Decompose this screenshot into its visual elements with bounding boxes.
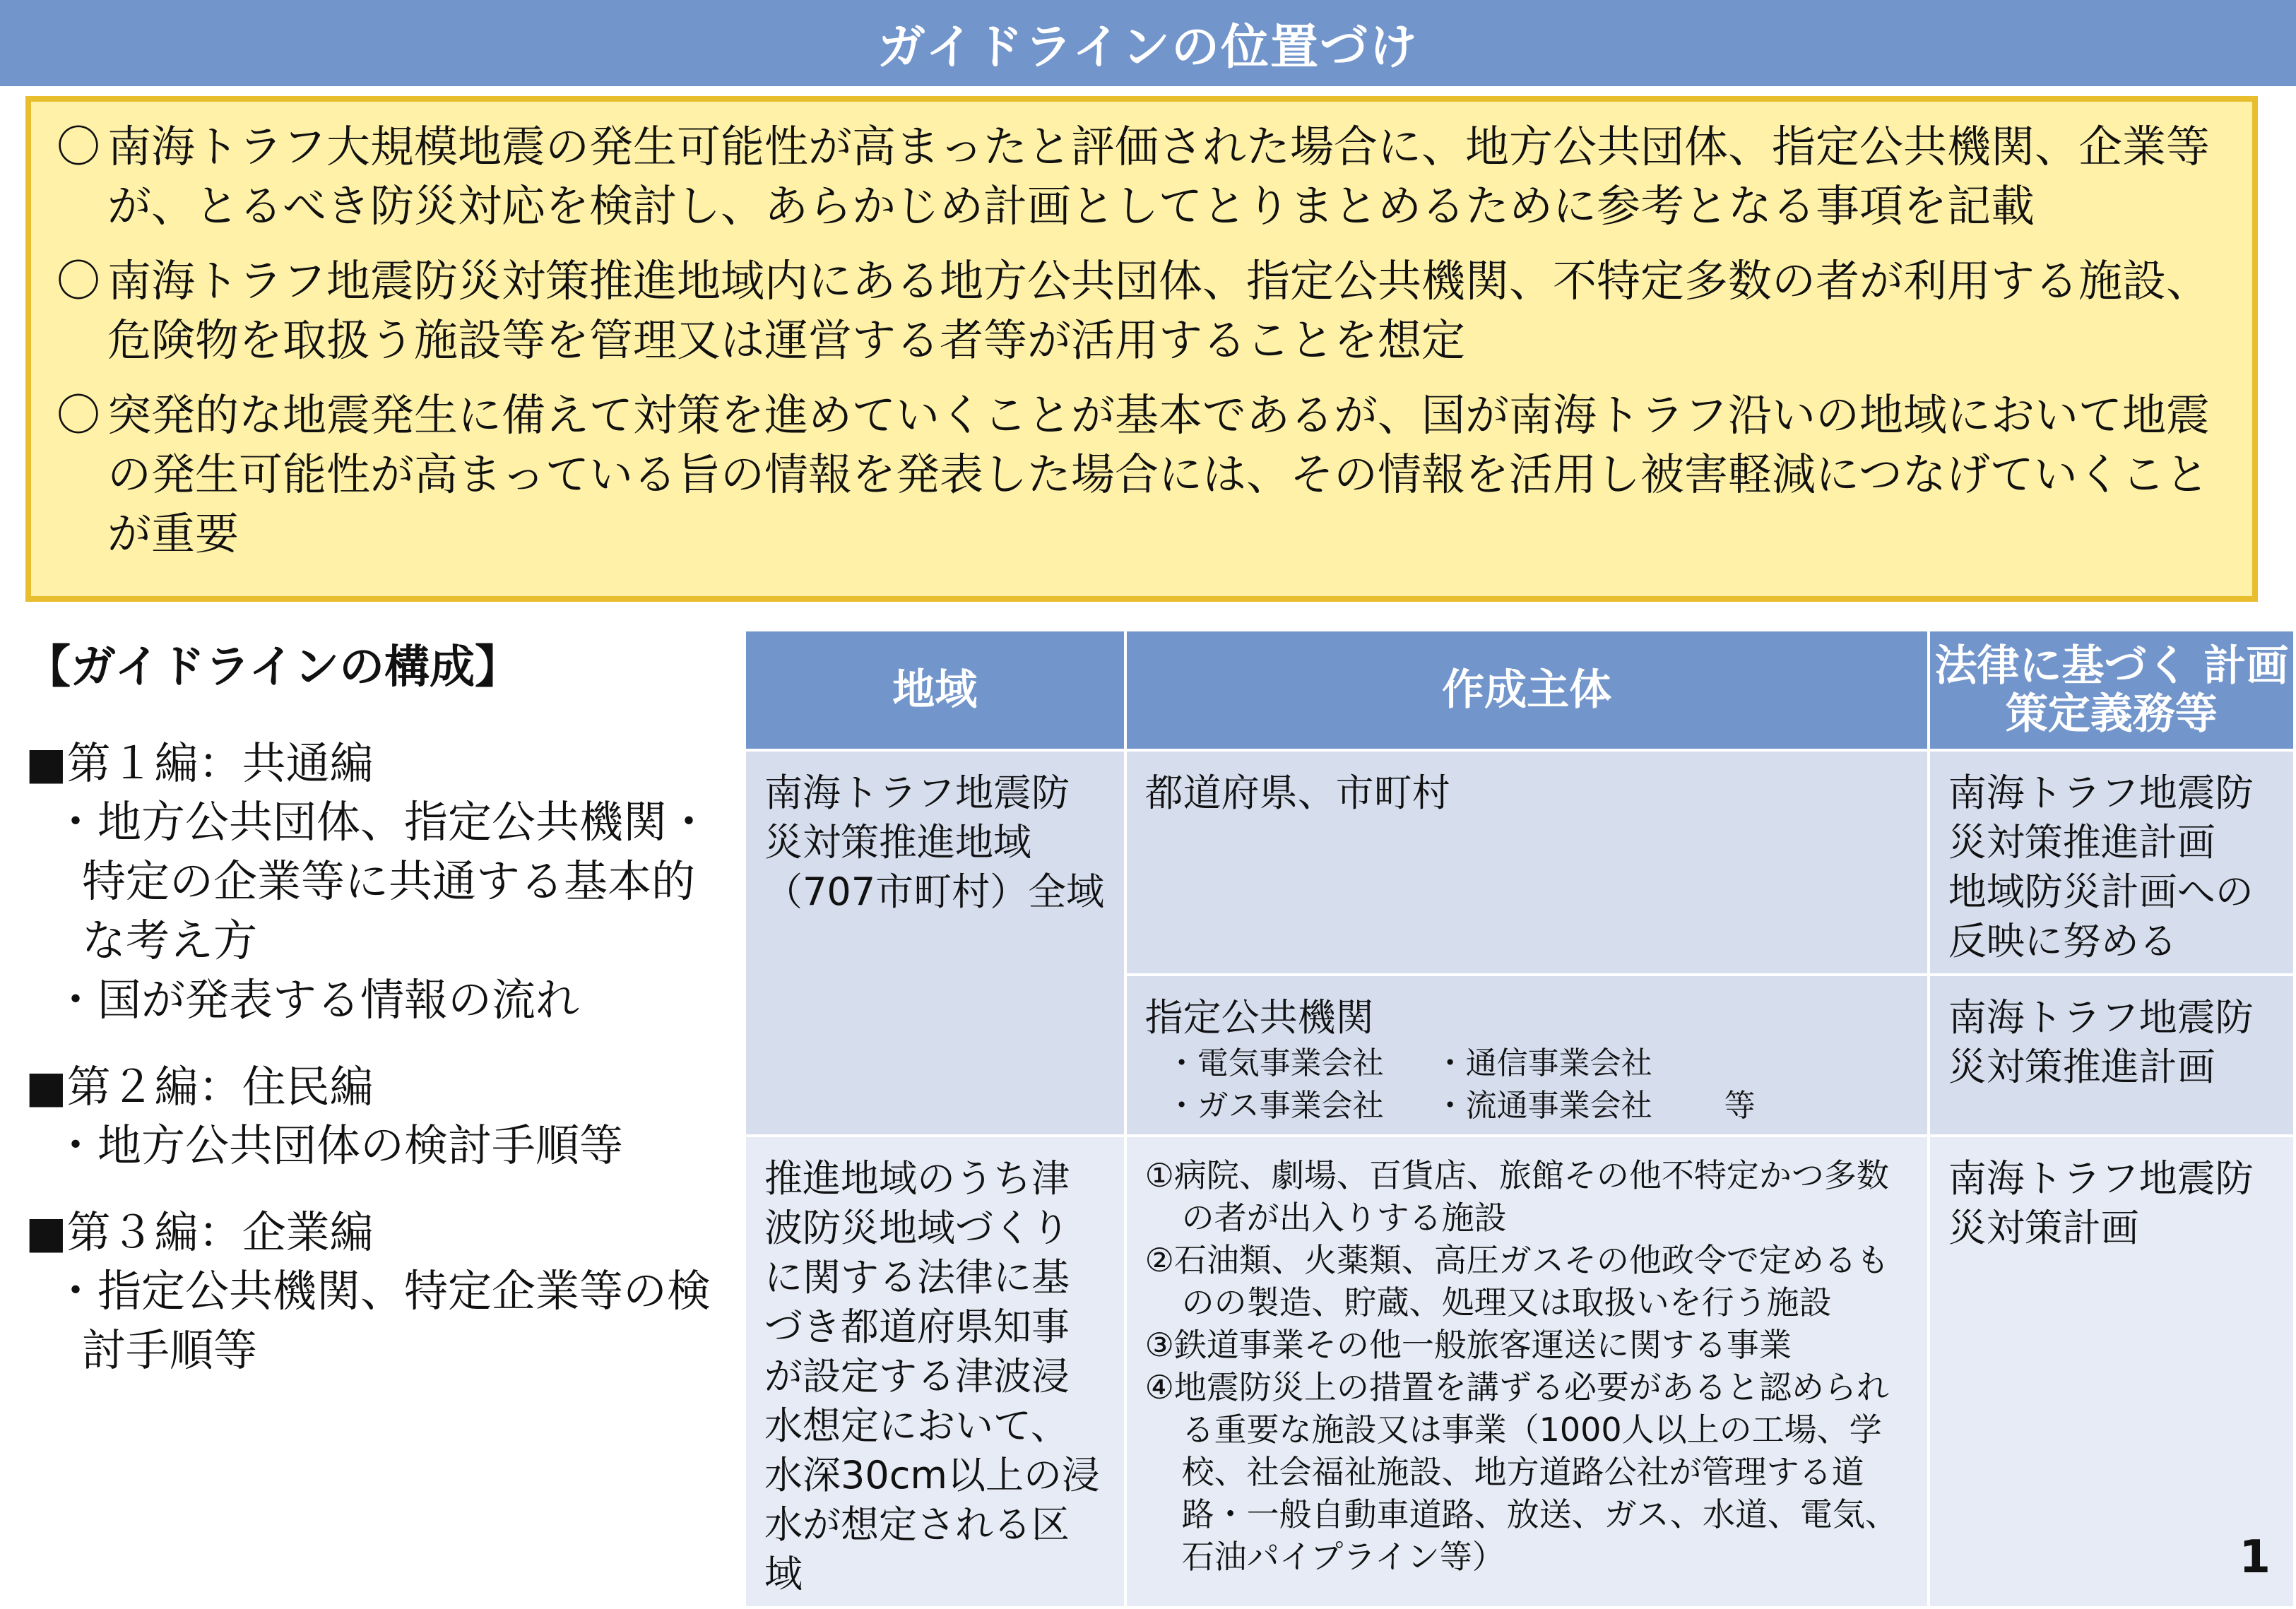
volume-detail: ・国が発表する情報の流れ (54, 974, 580, 1026)
region-cell-1: 南海トラフ地震防災対策推進地域（707市町村）全域 (745, 750, 1125, 1136)
summary-item (57, 386, 2224, 564)
entity-sublist (1145, 1043, 1909, 1085)
title-banner (0, 0, 2296, 86)
obligation-cell: 南海トラフ地震防災対策計画 (1929, 1136, 2295, 1608)
sub-item: ・通信事業会社 (1434, 1045, 1652, 1081)
obligation-text: 地域防災計画への反映に努める (1948, 869, 2254, 963)
summary-item (57, 117, 2224, 236)
volume-detail: ・地方公共団体、指定公共機関・特定の企業等に共通する基本的な考え方 (54, 796, 711, 966)
circle-bullet-icon: 〇 (57, 389, 101, 441)
volume-detail: ・地方公共団体の検討手順等 (54, 1120, 624, 1171)
volume-title: ■第１編：共通編 (25, 737, 374, 789)
circle-bullet-icon: 〇 (57, 121, 101, 172)
entity-title: 指定公共機関 (1144, 995, 1374, 1040)
sub-item: ・流通事業会社 (1434, 1088, 1652, 1124)
facility-item: ③鉄道事業その他一般旅客運送に関する事業 (1144, 1326, 1792, 1364)
volume-2 (25, 1058, 732, 1175)
guideline-table (743, 629, 2296, 1609)
facility-item: ②石油類、火薬類、高圧ガスその他政令で定めるものの製造、貯蔵、処理又は取扱いを行う施設 (1144, 1241, 1889, 1322)
summary-text: 突発的な地震発生に備えて対策を進めていくことが基本であるが、国が南海トラフ沿いの地域において地震の発生可能性が高まっている旨の情報を発表した場合には、その情報を活用し被害軽減につなげていくことが重要 (107, 389, 2211, 559)
header-region: 地域 (745, 630, 1125, 750)
facility-item: ④地震防災上の措置を講ずる必要があると認められる重要な施設又は事業（1000人以上の工場、学校、社会福祉施設、地方道路公社が管理する道路・一般自動車道路、放送、ガス、水道、電気、石油パイプライン等） (1144, 1368, 1898, 1576)
facility-item: ①病院、劇場、百貨店、旅館その他不特定かつ多数の者が出入りする施設 (1144, 1156, 1889, 1237)
sub-item: ・ガス事業会社 (1166, 1088, 1384, 1124)
sub-item: 等 (1724, 1088, 1756, 1124)
circle-bullet-icon: 〇 (57, 255, 101, 307)
volume-1 (25, 735, 732, 1030)
entity-sublist (1145, 1085, 1909, 1127)
obligation-cell: 南海トラフ地震防災対策推進計画 (1929, 975, 2295, 1136)
page-number: 1 (2239, 1531, 2271, 1584)
summary-text: 南海トラフ地震防災対策推進地域内にある地方公共団体、指定公共機関、不特定多数の者が利用する施設、危険物を取扱う施設等を管理又は運営する者等が活用することを想定 (107, 255, 2211, 366)
summary-item (57, 251, 2224, 370)
volume-title: ■第２編：住民編 (25, 1061, 374, 1112)
structure-heading: 【ガイドラインの構成】 (25, 641, 521, 694)
entity-cell: 都道府県、市町村 (1125, 750, 1929, 975)
volume-detail: ・指定公共機関、特定企業等の検討手順等 (54, 1265, 711, 1376)
volume-title: ■第３編：企業編 (25, 1206, 374, 1258)
header-obligation: 法律に基づく 計画策定義務等 (1929, 630, 2295, 750)
obligation-text: 南海トラフ地震防災対策推進計画 (1948, 771, 2254, 865)
summary-box (25, 96, 2258, 602)
region-cell-2: 推進地域のうち津波防災地域づくりに関する法律に基づき都道府県知事が設定する津波浸水想定において、水深30cm以上の浸水が想定される区域 (745, 1136, 1125, 1608)
obligation-cell (1929, 750, 2295, 975)
table-header-row (745, 630, 2295, 750)
table-row (745, 1136, 2295, 1608)
sub-item: ・電気事業会社 (1166, 1045, 1384, 1081)
header-entity: 作成主体 (1125, 630, 1929, 750)
page-title: ガイドラインの位置づけ (877, 19, 1419, 76)
entity-cell (1125, 1136, 1929, 1608)
volume-3 (25, 1204, 732, 1380)
summary-text: 南海トラフ大規模地震の発生可能性が高まったと評価された場合に、地方公共団体、指定公共機関、企業等が、とるべき防災対応を検討し、あらかじめ計画としてとりまとめるために参考となる事項を記載 (107, 121, 2211, 232)
table-row (745, 750, 2295, 975)
entity-cell (1125, 975, 1929, 1136)
structure-section (25, 636, 732, 1408)
